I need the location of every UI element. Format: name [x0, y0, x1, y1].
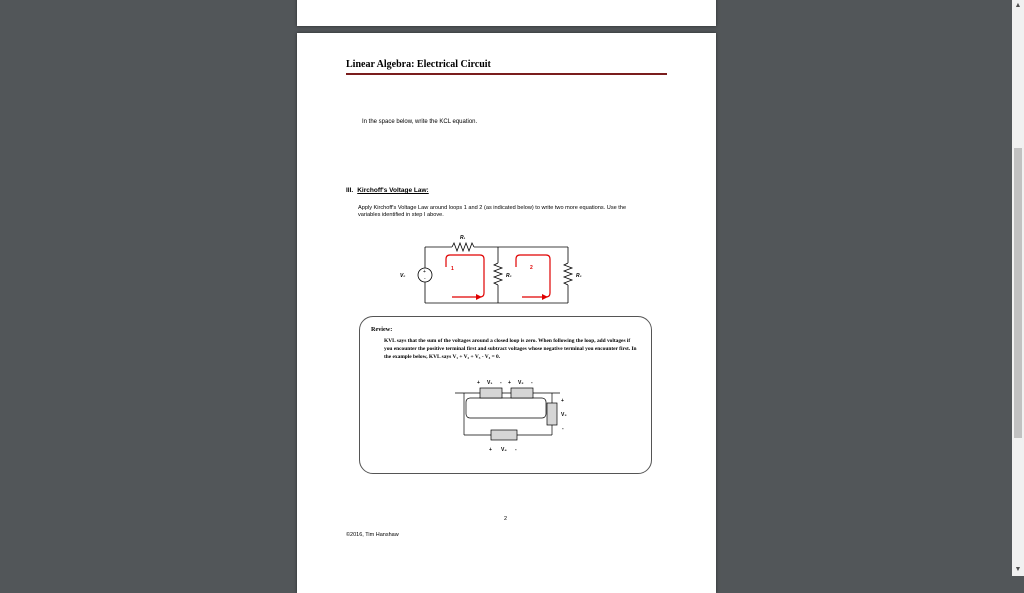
r1-label: R₁: [460, 235, 466, 241]
title-rule: [346, 73, 667, 75]
page-number: 2: [504, 516, 508, 522]
loop-1-label: 1: [451, 266, 454, 272]
scroll-thumb[interactable]: [1014, 148, 1022, 438]
v4-label: V₄: [501, 447, 507, 453]
source-minus: -: [424, 276, 426, 282]
kvl-example-diagram: [450, 377, 580, 472]
v1-label: V₁: [487, 380, 493, 386]
v2-label: V₂: [518, 380, 524, 386]
inner-loop: [466, 398, 546, 418]
review-box: [359, 316, 652, 474]
loop-2-label: 2: [530, 265, 533, 271]
footer-copyright: ©2016, Tim Hanshaw: [346, 532, 399, 538]
scroll-up-icon[interactable]: ▲: [1014, 2, 1022, 9]
page-title: Linear Algebra: Electrical Circuit: [346, 59, 491, 70]
kcl-instruction: In the space below, write the KCL equation.: [362, 119, 478, 125]
v2-plus: +: [508, 380, 511, 386]
loop-2-path: [516, 255, 550, 297]
loop-1-path: [446, 255, 484, 297]
element-v3: [547, 403, 557, 425]
v2-minus: -: [531, 380, 533, 386]
v1-minus: -: [500, 380, 502, 386]
v1-plus: +: [477, 380, 480, 386]
element-v4: [491, 430, 517, 440]
v4-plus: +: [489, 447, 492, 453]
v3-minus: -: [562, 426, 564, 432]
vertical-scrollbar[interactable]: [1012, 0, 1024, 576]
element-v1: [480, 388, 502, 398]
v3-plus: +: [561, 398, 564, 404]
loop-2-arrowhead: [542, 294, 548, 300]
scroll-down-icon[interactable]: ▼: [1014, 566, 1022, 573]
pdf-page: [297, 33, 716, 593]
loop-1-arrowhead: [476, 294, 482, 300]
section-number: III.: [346, 187, 354, 194]
v4-minus: -: [515, 447, 517, 453]
resistor-r3: [564, 263, 572, 285]
r3-label: R₃: [576, 273, 582, 279]
circuit-diagram: [392, 227, 592, 307]
resistor-r2: [494, 263, 502, 285]
v3-label: V₃: [561, 412, 567, 418]
resistor-r1: [452, 243, 474, 251]
source-plus: +: [423, 269, 426, 275]
review-body: KVL says that the sum of the voltages around a closed loop is zero. When following the loop, add voltages if you encounter the positive terminal first and subtract voltages whose negative terminal you encounter first. In the example below, KVL says V₁ + V₂ + V₃ - V₄ = 0.: [384, 338, 637, 360]
review-heading: Review:: [371, 326, 393, 333]
section-title: Kirchoff's Voltage Law:: [357, 187, 429, 194]
element-v2: [511, 388, 533, 398]
previous-page: [297, 0, 716, 26]
section-heading: [346, 187, 429, 194]
source-label: V₀: [400, 273, 406, 279]
r2-label: R₂: [506, 273, 512, 279]
kvl-instruction: Apply Kirchoff's Voltage Law around loops 1 and 2 (as indicated below) to write two more equations. Use the variables identified in step I above.: [358, 205, 627, 218]
